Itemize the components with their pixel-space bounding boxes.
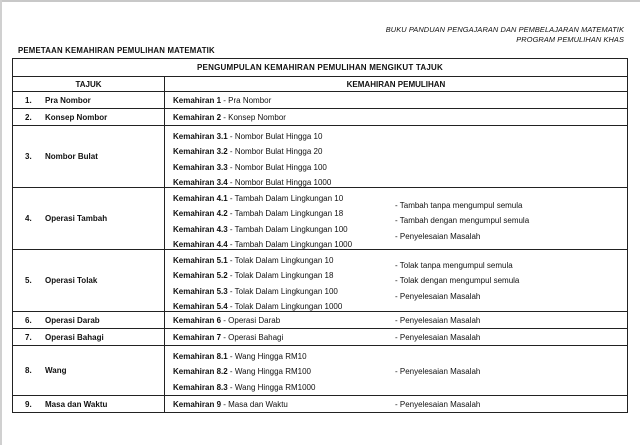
table-header-row bbox=[13, 76, 627, 91]
table-row bbox=[13, 249, 627, 311]
column-header-kemahiran: KEMAHIRAN PEMULIHAN bbox=[346, 79, 446, 89]
header-line-2: PROGRAM PEMULIHAN KHAS bbox=[516, 35, 624, 44]
table-row bbox=[13, 187, 627, 249]
page-frame-left bbox=[0, 0, 2, 445]
note-line: - Penyelesaian Masalah bbox=[395, 400, 481, 409]
table-row bbox=[13, 108, 627, 125]
skill-line: Kemahiran 2 - Konsep Nombor bbox=[173, 113, 286, 122]
document-header bbox=[386, 25, 624, 45]
skill-line: Kemahiran 4.2 - Tambah Dalam Lingkungan 18 bbox=[173, 209, 344, 219]
note-line: - Tambah tanpa mengumpul semula bbox=[395, 201, 523, 210]
notes-list bbox=[395, 364, 480, 379]
skills-table bbox=[12, 58, 628, 413]
row-number: 6. bbox=[25, 315, 32, 325]
skill-line: Kemahiran 3.4 - Nombor Bulat Hingga 1000 bbox=[173, 178, 332, 188]
skill-line: Kemahiran 5.3 - Tolak Dalam Lingkungan 100 bbox=[173, 286, 338, 296]
row-topic: Operasi Tolak bbox=[45, 276, 98, 285]
row-topic: Operasi Tambah bbox=[45, 214, 108, 223]
row-number: 7. bbox=[25, 332, 32, 342]
skill-line: Kemahiran 8.1 - Wang Hingga RM10 bbox=[173, 352, 307, 361]
row-number: 4. bbox=[25, 214, 32, 223]
section-title: PEMETAAN KEMAHIRAN PEMULIHAN MATEMATIK bbox=[18, 46, 215, 55]
note-line: - Penyelesaian Masalah bbox=[395, 231, 481, 241]
skill-line: Kemahiran 5.1 - Tolak Dalam Lingkungan 10 bbox=[173, 256, 334, 265]
row-topic: Konsep Nombor bbox=[45, 112, 108, 122]
skill-line: Kemahiran 3.1 - Nombor Bulat Hingga 10 bbox=[173, 132, 323, 141]
notes-list bbox=[395, 313, 480, 328]
note-line: - Penyelesaian Masalah bbox=[395, 333, 481, 342]
skill-line: Kemahiran 6 - Operasi Darab bbox=[173, 316, 281, 325]
row-topic: Nombor Bulat bbox=[45, 152, 98, 161]
note-line: - Tolak dengan mengumpul semula bbox=[395, 276, 520, 286]
row-topic: Wang bbox=[45, 366, 67, 375]
skill-line: Kemahiran 8.2 - Wang Hingga RM100 bbox=[173, 367, 311, 377]
skill-line: Kemahiran 4.1 - Tambah Dalam Lingkungan 10 bbox=[173, 194, 344, 203]
skill-line: Kemahiran 5.4 - Tolak Dalam Lingkungan 1000 bbox=[173, 302, 343, 312]
note-line: - Penyelesaian Masalah bbox=[395, 316, 481, 325]
row-number: 1. bbox=[25, 95, 32, 105]
skill-line: Kemahiran 9 - Masa dan Waktu bbox=[173, 400, 288, 409]
note-line: - Tambah dengan mengumpul semula bbox=[395, 216, 530, 226]
skill-line: Kemahiran 4.3 - Tambah Dalam Lingkungan 100 bbox=[173, 224, 348, 234]
row-topic: Operasi Darab bbox=[45, 315, 100, 325]
skill-line: Kemahiran 1 - Pra Nombor bbox=[173, 96, 272, 105]
notes-list bbox=[395, 330, 480, 345]
note-line: - Tolak tanpa mengumpul semula bbox=[395, 261, 513, 270]
skill-line: Kemahiran 3.3 - Nombor Bulat Hingga 100 bbox=[173, 162, 327, 172]
column-header-tajuk: TAJUK bbox=[13, 77, 165, 91]
row-topic: Pra Nombor bbox=[45, 95, 91, 105]
skill-line: Kemahiran 4.4 - Tambah Dalam Lingkungan 1000 bbox=[173, 240, 353, 250]
notes-list bbox=[395, 198, 529, 244]
table-row bbox=[13, 91, 627, 108]
row-topic: Masa dan Waktu bbox=[45, 399, 108, 409]
notes-list bbox=[395, 397, 480, 412]
skill-line: Kemahiran 3.2 - Nombor Bulat Hingga 20 bbox=[173, 147, 323, 157]
table-row bbox=[13, 125, 627, 187]
note-line: - Penyelesaian Masalah bbox=[395, 367, 481, 376]
page-frame-top bbox=[0, 0, 640, 2]
skill-line: Kemahiran 7 - Operasi Bahagi bbox=[173, 333, 284, 342]
header-line-1: BUKU PANDUAN PENGAJARAN DAN PEMBELAJARAN MATEMATIK bbox=[385, 25, 624, 34]
skill-line: Kemahiran 8.3 - Wang Hingga RM1000 bbox=[173, 382, 316, 392]
skill-line: Kemahiran 5.2 - Tolak Dalam Lingkungan 18 bbox=[173, 271, 334, 281]
notes-list bbox=[395, 258, 519, 304]
row-number: 3. bbox=[25, 152, 32, 161]
table-row bbox=[13, 395, 627, 412]
row-number: 9. bbox=[25, 399, 32, 409]
table-title: PENGUMPULAN KEMAHIRAN PEMULIHAN MENGIKUT TAJUK bbox=[197, 63, 443, 72]
row-number: 2. bbox=[25, 112, 32, 122]
row-number: 5. bbox=[25, 276, 32, 285]
note-line: - Penyelesaian Masalah bbox=[395, 291, 481, 301]
row-topic: Operasi Bahagi bbox=[45, 332, 104, 342]
table-row bbox=[13, 328, 627, 345]
table-row bbox=[13, 311, 627, 328]
row-number: 8. bbox=[25, 366, 32, 375]
table-row bbox=[13, 345, 627, 395]
